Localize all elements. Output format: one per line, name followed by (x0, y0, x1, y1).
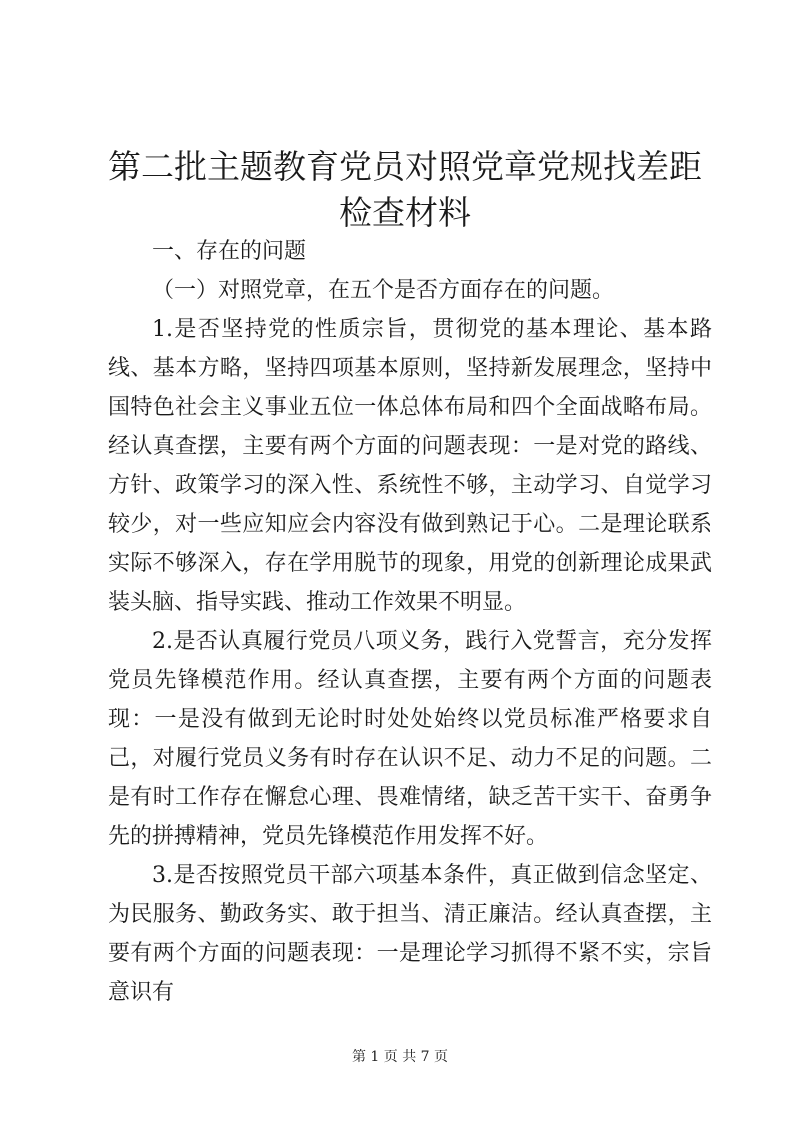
paragraph-2: 2.是否认真履行党员八项义务，践行入党誓言，充分发挥党员先锋模范作用。经认真查摆，主要有两个方面的问题表现：一是没有做到无论时时处处始终以党员标准严格要求自己，对履行党员义务有时存在认识不足、动力不足的问题。二是有时工作存在懈怠心理、畏难情绪，缺乏苦干实干、奋勇争先的拼搏精神，党员先锋模范作用发挥不好。 (108, 629, 712, 849)
section-heading: 一、存在的问题 (152, 239, 307, 264)
paragraph-3: 3.是否按照党员干部六项基本条件，真正做到信念坚定、为民服务、勤政务实、敢于担当、清正廉洁。经认真查摆，主要有两个方面的问题表现：一是理论学习抓得不紧不实，宗旨意识有 (108, 863, 712, 1005)
document-body (108, 232, 712, 1012)
page-number: 第 1 页 共 7 页 (351, 1049, 449, 1065)
paragraph-1: 1.是否坚持党的性质宗旨，贯彻党的基本理论、基本路线、基本方略，坚持四项基本原则，坚持新发展理念，坚持中国特色社会主义事业五位一体总体布局和四个全面战略布局。经认真查摆，主要有两个方面的问题表现：一是对党的路线、方针、政策学习的深入性、系统性不够，主动学习、自觉学习较少，对一些应知应会内容没有做到熟记于心。二是理论联系实际不够深入，存在学用脱节的现象，用党的创新理论成果武装头脑、指导实践、推动工作效果不明显。 (108, 317, 712, 615)
section-sub-heading: （一）对照党章，在五个是否方面存在的问题。 (152, 278, 615, 303)
page-footer (0, 1047, 800, 1067)
document-title: 第二批主题教育党员对照党章党规找差距检查材料 (108, 147, 702, 232)
